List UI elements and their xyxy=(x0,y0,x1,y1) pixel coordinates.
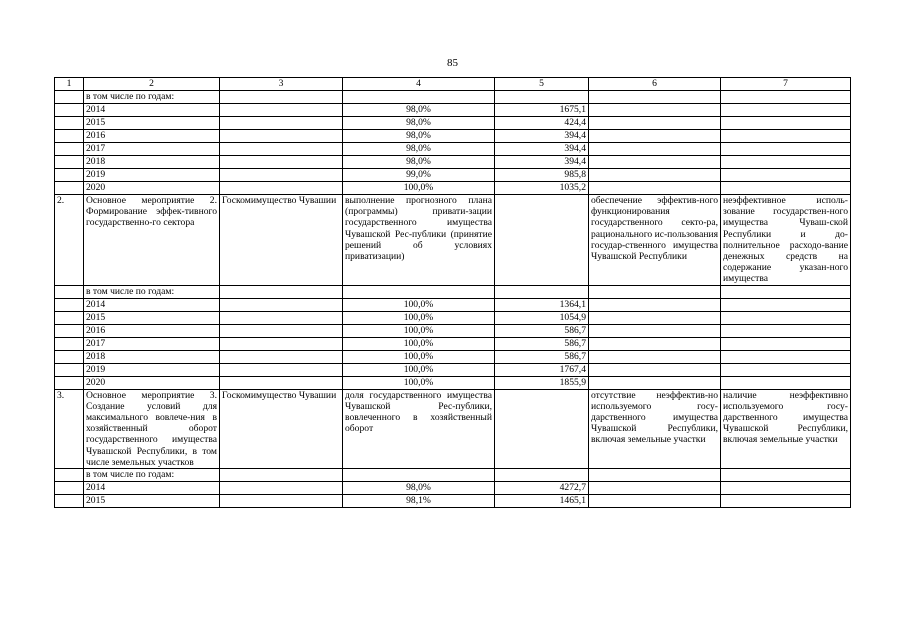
empty-cell xyxy=(495,285,589,298)
percent-cell: 100,0% xyxy=(343,376,495,389)
empty-cell xyxy=(55,156,84,169)
empty-cell xyxy=(589,182,721,195)
year-row xyxy=(55,363,851,376)
amount-cell: 1035,2 xyxy=(495,182,589,195)
activity-executor: Госкомимущество Чувашии xyxy=(220,195,343,286)
empty-cell xyxy=(220,285,343,298)
amount-cell: 4272,7 xyxy=(495,482,589,495)
header-cell: 2 xyxy=(84,78,220,91)
activity-number: 2. xyxy=(55,195,84,286)
empty-cell xyxy=(721,376,851,389)
percent-cell: 98,0% xyxy=(343,104,495,117)
empty-cell xyxy=(589,324,721,337)
empty-cell xyxy=(495,469,589,482)
empty-cell xyxy=(721,169,851,182)
empty-cell xyxy=(589,311,721,324)
empty-cell xyxy=(343,285,495,298)
header-cell: 3 xyxy=(220,78,343,91)
percent-cell: 99,0% xyxy=(343,169,495,182)
percent-cell: 100,0% xyxy=(343,298,495,311)
activity-value xyxy=(495,389,589,468)
year-row xyxy=(55,350,851,363)
empty-cell xyxy=(589,285,721,298)
activity-executor: Госкомимущество Чувашии xyxy=(220,389,343,468)
header-row xyxy=(55,78,851,91)
by-years-label: в том числе по годам: xyxy=(84,285,220,298)
year-row xyxy=(55,482,851,495)
empty-cell xyxy=(495,91,589,104)
activity-result: обеспечение эффектив-ного функционирования государственного секто-ра, рационального ис-пользования государ-ственного имущества Чувашской Республики xyxy=(589,195,721,286)
empty-cell xyxy=(55,143,84,156)
activity-result: отсутствие неэффектив-но используемого госу-дарственного имущества Чувашской Республики, включая земельные участки xyxy=(589,389,721,468)
empty-cell xyxy=(589,350,721,363)
year-cell: 2018 xyxy=(84,156,220,169)
empty-cell xyxy=(589,376,721,389)
empty-cell xyxy=(721,337,851,350)
percent-cell: 100,0% xyxy=(343,363,495,376)
empty-cell xyxy=(589,169,721,182)
amount-cell: 586,7 xyxy=(495,350,589,363)
year-row xyxy=(55,298,851,311)
empty-cell xyxy=(55,376,84,389)
year-row xyxy=(55,182,851,195)
empty-cell xyxy=(220,376,343,389)
year-cell: 2019 xyxy=(84,169,220,182)
amount-cell: 1364,1 xyxy=(495,298,589,311)
year-row xyxy=(55,324,851,337)
by-years-row xyxy=(55,469,851,482)
amount-cell: 1767,4 xyxy=(495,363,589,376)
amount-cell: 394,4 xyxy=(495,156,589,169)
year-cell: 2014 xyxy=(84,104,220,117)
empty-cell xyxy=(589,91,721,104)
empty-cell xyxy=(220,482,343,495)
empty-cell xyxy=(589,469,721,482)
header-cell: 7 xyxy=(721,78,851,91)
year-cell: 2017 xyxy=(84,337,220,350)
empty-cell xyxy=(589,337,721,350)
main-activity-row xyxy=(55,195,851,286)
amount-cell: 1855,9 xyxy=(495,376,589,389)
table-body xyxy=(55,78,851,508)
year-cell: 2019 xyxy=(84,363,220,376)
empty-cell xyxy=(721,311,851,324)
empty-cell xyxy=(721,298,851,311)
by-years-row xyxy=(55,91,851,104)
empty-cell xyxy=(343,469,495,482)
empty-cell xyxy=(220,324,343,337)
empty-cell xyxy=(55,363,84,376)
by-years-label: в том числе по годам: xyxy=(84,91,220,104)
empty-cell xyxy=(55,469,84,482)
empty-cell xyxy=(721,469,851,482)
year-row xyxy=(55,495,851,508)
empty-cell xyxy=(721,91,851,104)
amount-cell: 586,7 xyxy=(495,324,589,337)
empty-cell xyxy=(55,182,84,195)
empty-cell xyxy=(589,363,721,376)
year-cell: 2016 xyxy=(84,324,220,337)
empty-cell xyxy=(721,143,851,156)
empty-cell xyxy=(55,495,84,508)
percent-cell: 98,0% xyxy=(343,482,495,495)
year-row xyxy=(55,130,851,143)
empty-cell xyxy=(55,285,84,298)
year-row xyxy=(55,104,851,117)
by-years-label: в том числе по годам: xyxy=(84,469,220,482)
percent-cell: 100,0% xyxy=(343,182,495,195)
amount-cell: 1054,9 xyxy=(495,311,589,324)
empty-cell xyxy=(721,117,851,130)
header-cell: 4 xyxy=(343,78,495,91)
empty-cell xyxy=(220,117,343,130)
activity-indicator: выполнение прогнозного плана (программы) привати-зации государственного имущества Чувашской Рес-публики (принятие решений об условиях приватизации) xyxy=(343,195,495,286)
empty-cell xyxy=(721,350,851,363)
empty-cell xyxy=(721,156,851,169)
empty-cell xyxy=(589,130,721,143)
percent-cell: 98,0% xyxy=(343,117,495,130)
year-cell: 2015 xyxy=(84,117,220,130)
year-row xyxy=(55,311,851,324)
page-number: 85 xyxy=(447,57,458,69)
percent-cell: 98,0% xyxy=(343,156,495,169)
empty-cell xyxy=(55,117,84,130)
empty-cell xyxy=(55,130,84,143)
amount-cell: 985,8 xyxy=(495,169,589,182)
year-cell: 2017 xyxy=(84,143,220,156)
empty-cell xyxy=(220,363,343,376)
percent-cell: 98,1% xyxy=(343,495,495,508)
empty-cell xyxy=(220,182,343,195)
empty-cell xyxy=(589,482,721,495)
empty-cell xyxy=(589,298,721,311)
empty-cell xyxy=(55,298,84,311)
percent-cell: 100,0% xyxy=(343,311,495,324)
empty-cell xyxy=(220,130,343,143)
amount-cell: 1465,1 xyxy=(495,495,589,508)
year-row xyxy=(55,337,851,350)
activity-value xyxy=(495,195,589,286)
empty-cell xyxy=(721,324,851,337)
empty-cell xyxy=(589,117,721,130)
empty-cell xyxy=(721,495,851,508)
empty-cell xyxy=(589,143,721,156)
empty-cell xyxy=(589,495,721,508)
empty-cell xyxy=(55,324,84,337)
year-cell: 2014 xyxy=(84,298,220,311)
empty-cell xyxy=(220,311,343,324)
empty-cell xyxy=(220,104,343,117)
empty-cell xyxy=(589,104,721,117)
empty-cell xyxy=(220,469,343,482)
percent-cell: 98,0% xyxy=(343,143,495,156)
empty-cell xyxy=(55,350,84,363)
empty-cell xyxy=(721,482,851,495)
percent-cell: 100,0% xyxy=(343,350,495,363)
year-cell: 2014 xyxy=(84,482,220,495)
program-table xyxy=(54,77,851,508)
amount-cell: 1675,1 xyxy=(495,104,589,117)
percent-cell: 98,0% xyxy=(343,130,495,143)
by-years-row xyxy=(55,285,851,298)
amount-cell: 586,7 xyxy=(495,337,589,350)
amount-cell: 394,4 xyxy=(495,130,589,143)
empty-cell xyxy=(343,91,495,104)
year-cell: 2020 xyxy=(84,376,220,389)
empty-cell xyxy=(220,495,343,508)
activity-name: Основное мероприятие 2. Формирование эффек-тивного государственно-го сектора xyxy=(84,195,220,286)
empty-cell xyxy=(721,363,851,376)
empty-cell xyxy=(220,337,343,350)
empty-cell xyxy=(220,350,343,363)
empty-cell xyxy=(55,169,84,182)
amount-cell: 394,4 xyxy=(495,143,589,156)
empty-cell xyxy=(721,285,851,298)
header-cell: 5 xyxy=(495,78,589,91)
empty-cell xyxy=(220,169,343,182)
empty-cell xyxy=(55,311,84,324)
year-row xyxy=(55,169,851,182)
empty-cell xyxy=(220,91,343,104)
header-cell: 6 xyxy=(589,78,721,91)
activity-consequence: неэффективное исполь-зование государствен-ного имущества Чуваш-ской Республики и до-полнительное расходо-вание денежных средств на содержание указан-ного имущества xyxy=(721,195,851,286)
year-row xyxy=(55,117,851,130)
year-cell: 2018 xyxy=(84,350,220,363)
empty-cell xyxy=(721,104,851,117)
empty-cell xyxy=(55,91,84,104)
percent-cell: 100,0% xyxy=(343,324,495,337)
percent-cell: 100,0% xyxy=(343,337,495,350)
empty-cell xyxy=(55,104,84,117)
empty-cell xyxy=(220,298,343,311)
year-cell: 2015 xyxy=(84,311,220,324)
main-activity-row xyxy=(55,389,851,468)
year-row xyxy=(55,156,851,169)
activity-consequence: наличие неэффективно используемого госу-дарственного имущества Чувашской Республики, включая земельные участки xyxy=(721,389,851,468)
empty-cell xyxy=(589,156,721,169)
activity-number: 3. xyxy=(55,389,84,468)
amount-cell: 424,4 xyxy=(495,117,589,130)
empty-cell xyxy=(55,482,84,495)
year-cell: 2015 xyxy=(84,495,220,508)
empty-cell xyxy=(220,156,343,169)
year-cell: 2016 xyxy=(84,130,220,143)
empty-cell xyxy=(721,182,851,195)
activity-name: Основное мероприятие 3. Создание условий для максимального вовлече-ния в хозяйственный оборот государственного имущества Чувашской Республики, в том числе земельных участков xyxy=(84,389,220,468)
header-cell: 1 xyxy=(55,78,84,91)
year-cell: 2020 xyxy=(84,182,220,195)
empty-cell xyxy=(220,143,343,156)
activity-indicator: доля государственного имущества Чувашской Рес-публики, вовлеченного в хозяйственный оборот xyxy=(343,389,495,468)
empty-cell xyxy=(55,337,84,350)
empty-cell xyxy=(721,130,851,143)
year-row xyxy=(55,143,851,156)
year-row xyxy=(55,376,851,389)
